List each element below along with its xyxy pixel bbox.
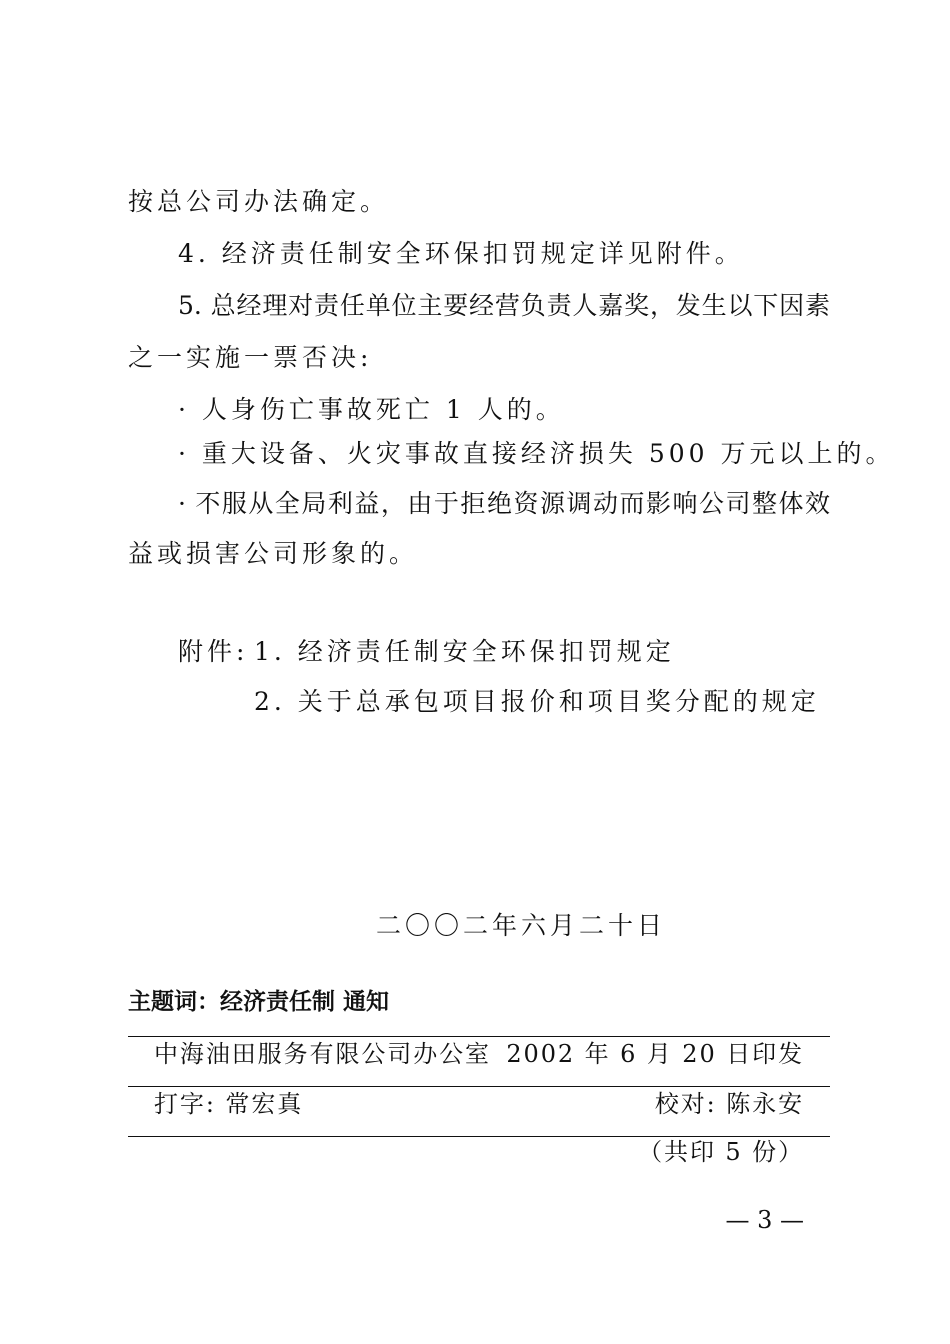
copies-count: （共印 5 份） [638, 1138, 804, 1166]
veto-bullet-3-line-1: · 不服从全局利益，由于拒绝资源调动而影响公司整体效 [178, 489, 830, 518]
item-5-line-2: 之一实施一票否决: [128, 343, 373, 372]
typist: 打字: 常宏真 [154, 1090, 304, 1118]
item-5-line-1: 5. 总经理对责任单位主要经营负责人嘉奖，发生以下因素 [178, 291, 830, 320]
veto-bullet-1: · 人身伤亡事故死亡 1 人的。 [178, 395, 565, 424]
proofreader: 校对: 陈永安 [654, 1090, 804, 1118]
veto-bullet-3-line-2: 益或损害公司形象的。 [128, 539, 419, 568]
issue-date: 二〇〇二年六月二十日 [376, 911, 667, 940]
veto-bullet-2: · 重大设备、火灾事故直接经济损失 500 万元以上的。 [178, 439, 895, 468]
print-date: 2002 年 6 月 20 日印发 [506, 1040, 804, 1068]
footer-rule-middle [128, 1086, 830, 1087]
attachment-item-1: 1. 经济责任制安全环保扣罚规定 [254, 637, 675, 666]
page-number: — 3 — [725, 1206, 804, 1234]
issuer: 中海油田服务有限公司办公室 [154, 1040, 491, 1068]
footer-rule-top [128, 1036, 830, 1037]
paragraph-continuation: 按总公司办法确定。 [128, 187, 390, 216]
attachment-item-2: 2. 关于总承包项目报价和项目奖分配的规定 [254, 687, 820, 716]
attachments-label: 附件: [178, 637, 249, 666]
item-4: 4. 经济责任制安全环保扣罚规定详见附件。 [178, 239, 744, 268]
subject-keywords: 主题词：经济责任制 通知 [128, 989, 390, 1015]
